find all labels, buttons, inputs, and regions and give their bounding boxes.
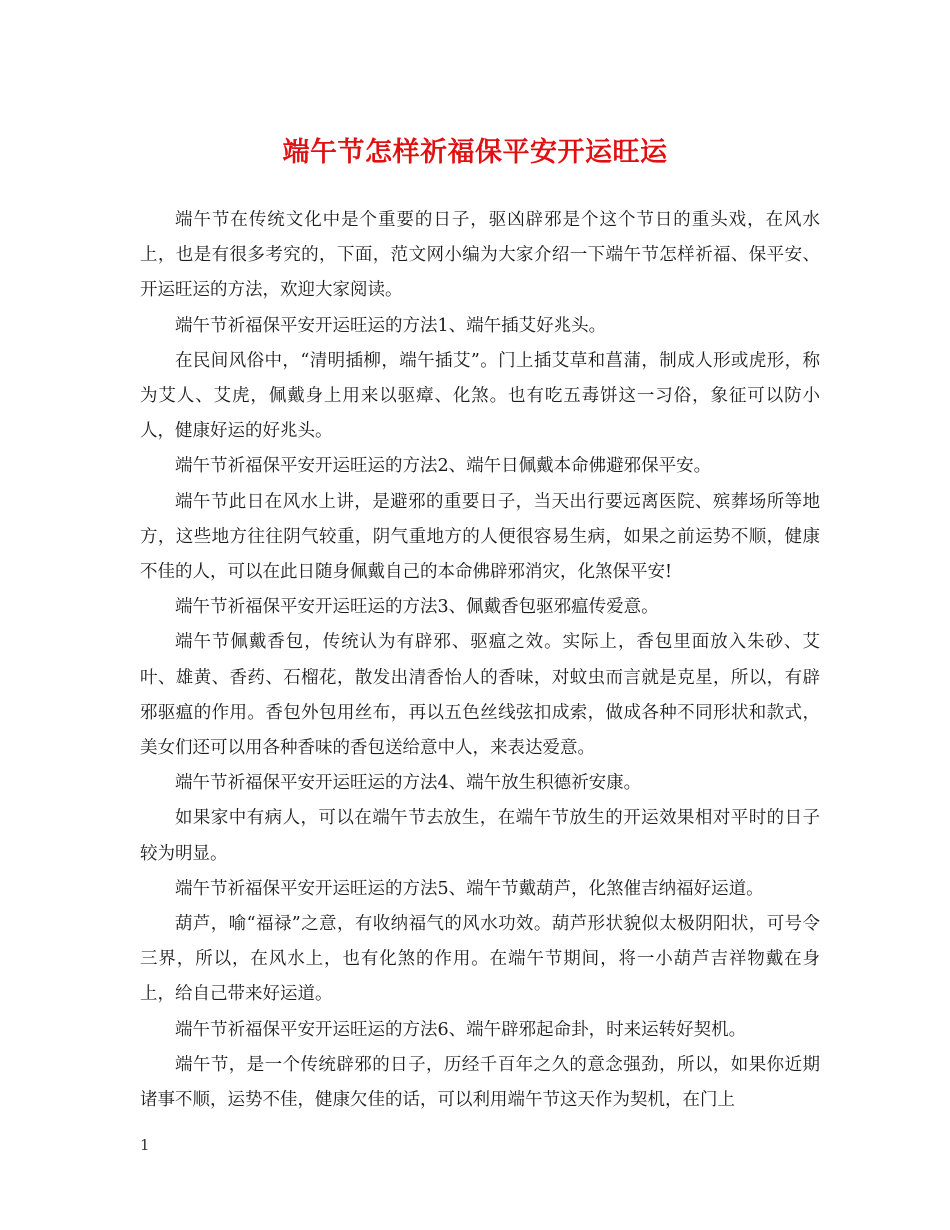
paragraph: 如果家中有病人，可以在端午节去放生，在端午节放生的开运效果相对平时的日子较为明显。 [140,808,820,864]
section-heading: 端午节祈福保平安开运旺运的方法1、端午插艾好兆头。 [175,315,607,336]
section-heading: 端午节祈福保平安开运旺运的方法4、端午放生积德祈安康。 [175,773,642,794]
section-heading: 端午节祈福保平安开运旺运的方法2、端午日佩戴本命佛避邪保平安。 [175,456,712,477]
section-heading: 端午节祈福保平安开运旺运的方法5、端午节戴葫芦，化煞催吉纳福好运道。 [175,878,764,899]
paragraph: 端午节佩戴香包，传统认为有辟邪、驱瘟之效。实际上，香包里面放入朱砂、艾叶、雄黄、香药、石榴花，散发出清香怡人的香味，对蚊虫而言就是克星，所以，有辟邪驱瘟的作用。香包外包用丝布，再以五色丝线弦扣成索，做成各种不同形状和款式，美女们还可以用各种香味的香包送给意中人，来表达爱意。 [140,632,820,759]
paragraph: 端午节此日在风水上讲，是避邪的重要日子，当天出行要远离医院、殡葬场所等地方，这些地方往往阴气较重，阴气重地方的人便很容易生病，如果之前运势不顺，健康不佳的人，可以在此日随身佩戴自己的本命佛辟邪消灾，化煞保平安! [140,491,820,583]
section-heading: 端午节祈福保平安开运旺运的方法6、端午辟邪起命卦，时来运转好契机。 [175,1019,747,1040]
paragraph: 端午节，是一个传统辟邪的日子，历经千百年之久的意念强劲，所以，如果你近期诸事不顺，运势不佳，健康欠佳的话，可以利用端午节这天作为契机，在门上 [140,1054,820,1111]
paragraph: 在民间风俗中，“清明插柳，端午插艾”。门上插艾草和菖蒲，制成人形或虎形，称为艾人、艾虎，佩戴身上用来以驱瘴、化煞。也有吃五毒饼这一习俗，象征可以防小人，健康好运的好兆头。 [140,350,820,442]
document-title: 端午节怎样祈福保平安开运旺运 [282,137,668,168]
paragraph: 端午节在传统文化中是个重要的日子，驱凶辟邪是个这个节日的重头戏，在风水上，也是有很多考究的，下面，范文网小编为大家介绍一下端午节怎样祈福、保平安、开运旺运的方法，欢迎大家阅读。 [140,210,820,301]
page-number: 1 [140,1136,150,1154]
document-body [140,203,820,1118]
paragraph: 葫芦，喻“福禄”之意，有收纳福气的风水功效。葫芦形状貌似太极阴阳状，可号令三界，所以，在风水上，也有化煞的作用。在端午节期间，将一小葫芦吉祥物戴在身上，给自己带来好运道。 [140,914,820,1005]
section-heading: 端午节祈福保平安开运旺运的方法3、佩戴香包驱邪瘟传爱意。 [175,597,659,618]
